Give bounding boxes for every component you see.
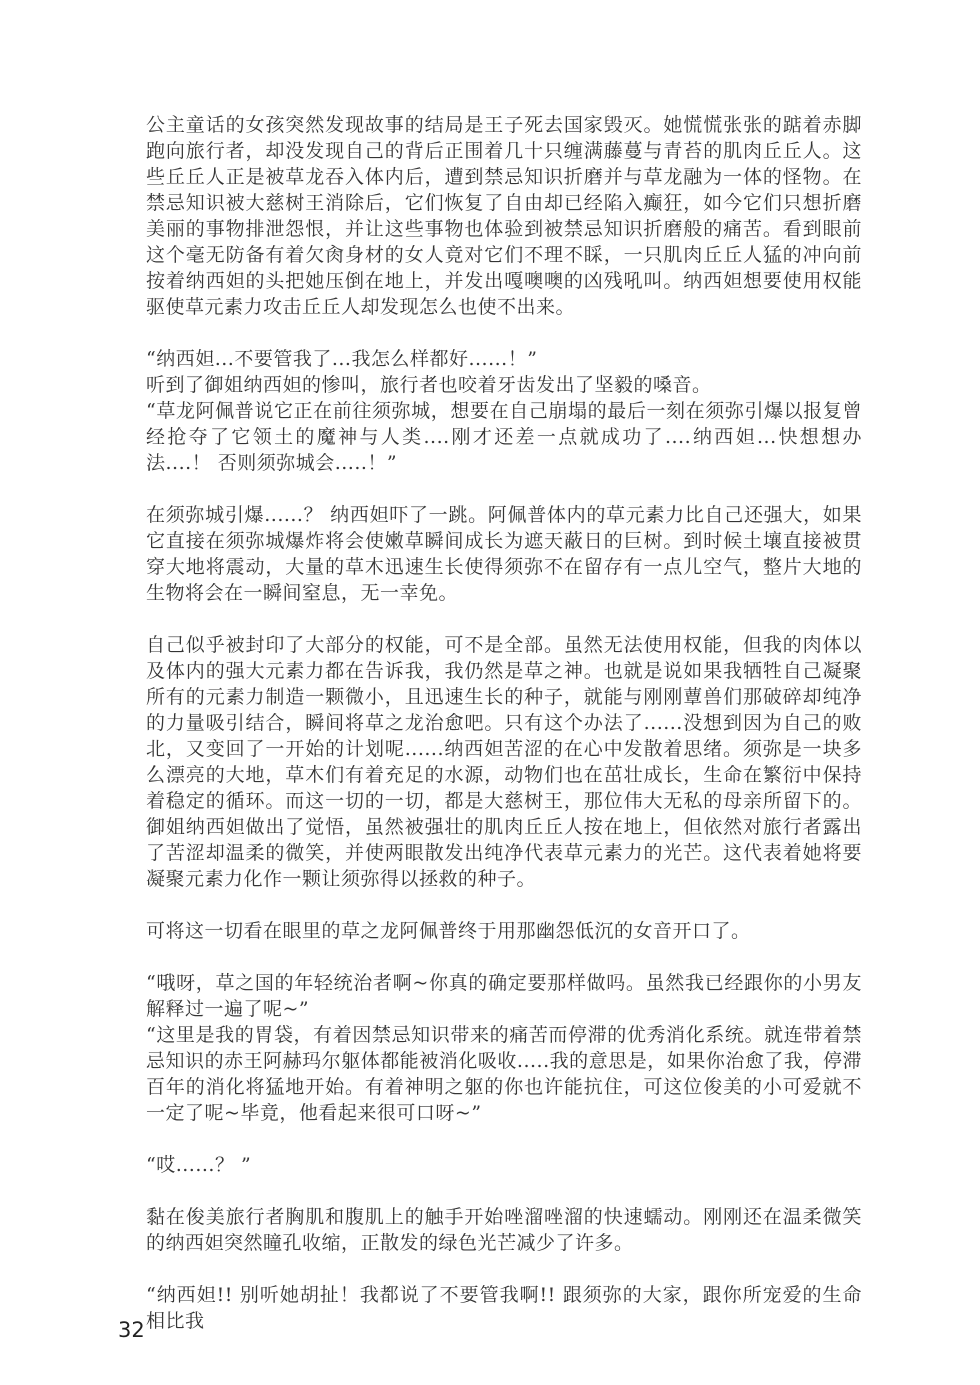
page-number: 32 bbox=[118, 1318, 145, 1342]
paragraph: 公主童话的女孩突然发现故事的结局是王子死去国家毁灭。她慌慌张张的踮着赤脚跑向旅行者，却没发现自己的背后正围着几十只缠满藤蔓与青苔的肌肉丘丘人。这些丘丘人正是被草龙吞入体内后，遭到禁忌知识折磨并与草龙融为一体的怪物。在禁忌知识被大慈树王消除后，它们恢复了自由却已经陷入癫狂，如今它们只想折磨美丽的事物排泄怨恨，并让这些事物也体验到被禁忌知识折磨般的痛苦。看到眼前这个毫无防备有着欠肏身材的女人竟对它们不理不睬，一只肌肉丘丘人猛的冲向前按着纳西妲的头把她压倒在地上，并发出嘎噢噢的凶残吼叫。纳西妲想要使用权能驱使草元素力攻击丘丘人却发现怎么也使不出来。 bbox=[146, 114, 862, 318]
paragraph: “哦呀，草之国的年轻统治者啊~你真的确定要那样做吗。虽然我已经跟你的小男友解释过一遍了呢~” bbox=[146, 972, 862, 1020]
paragraph: “哎......？ ” bbox=[146, 1154, 252, 1176]
paragraph: 听到了御姐纳西妲的惨叫，旅行者也咬着牙齿发出了坚毅的嗓音。 bbox=[146, 374, 712, 396]
paragraph: 在须弥城引爆......？ 纳西妲吓了一跳。阿佩普体内的草元素力比自己还强大，如果它直接在须弥城爆炸将会使嫩草瞬间成长为遮天蔽日的巨树。到时候土壤直接被贯穿大地将震动，大量的草木迅速生长使得须弥不在留存有一点儿空气，整片大地的生物将会在一瞬间窒息，无一幸免。 bbox=[146, 504, 862, 604]
paragraph: 自己似乎被封印了大部分的权能，可不是全部。虽然无法使用权能，但我的肉体以及体内的强大元素力都在告诉我，我仍然是草之神。也就是说如果我牺牲自己凝聚所有的元素力制造一颗微小，且迅速生长的种子，就能与刚刚蕈兽们那破碎却纯净的力量吸引结合，瞬间将草之龙治愈吧。只有这个办法了......没想到因为自己的败北，又变回了一开始的计划呢......纳西妲苦涩的在心中发散着思绪。须弥是一块多么漂亮的大地，草木们有着充足的水源，动物们也在茁壮成长，生命在繁衍中保持着稳定的循环。而这一切的一切，都是大慈树王，那位伟大无私的母亲所留下的。御姐纳西妲做出了觉悟，虽然被强壮的肌肉丘丘人按在地上，但依然对旅行者露出了苦涩却温柔的微笑，并使两眼散发出纯净代表草元素力的光芒。这代表着她将要凝聚元素力化作一颗让须弥得以拯救的种子。 bbox=[146, 634, 862, 890]
paragraph: 黏在俊美旅行者胸肌和腹肌上的触手开始唑溜唑溜的快速蠕动。刚刚还在温柔微笑的纳西妲突然瞳孔收缩，正散发的绿色光芒减少了许多。 bbox=[146, 1206, 862, 1254]
paragraph: “草龙阿佩普说它正在前往须弥城，想要在自己崩塌的最后一刻在须弥引爆以报复曾经抢夺了它领土的魔神与人类....刚才还差一点就成功了....纳西妲...快想想办法....！ 否则须弥城会.....！” bbox=[146, 400, 862, 474]
paragraph: “纳西妲...不要管我了...我怎么样都好......！” bbox=[146, 348, 538, 370]
paragraph: 可将这一切看在眼里的草之龙阿佩普终于用那幽怨低沉的女音开口了。 bbox=[146, 920, 751, 942]
paragraph: “这里是我的胃袋，有着因禁忌知识带来的痛苦而停滞的优秀消化系统。就连带着禁忌知识的赤王阿赫玛尔躯体都能被消化吸收.....我的意思是，如果你治愈了我，停滞百年的消化将猛地开始。有着神明之躯的你也许能抗住，可这位俊美的小可爱就不一定了呢~毕竟，他看起来很可口呀~” bbox=[146, 1024, 862, 1124]
page-text bbox=[146, 112, 862, 1334]
paragraph: “纳西妲!! 别听她胡扯！我都说了不要管我啊!! 跟须弥的大家，跟你所宠爱的生命相比我 bbox=[146, 1284, 862, 1332]
